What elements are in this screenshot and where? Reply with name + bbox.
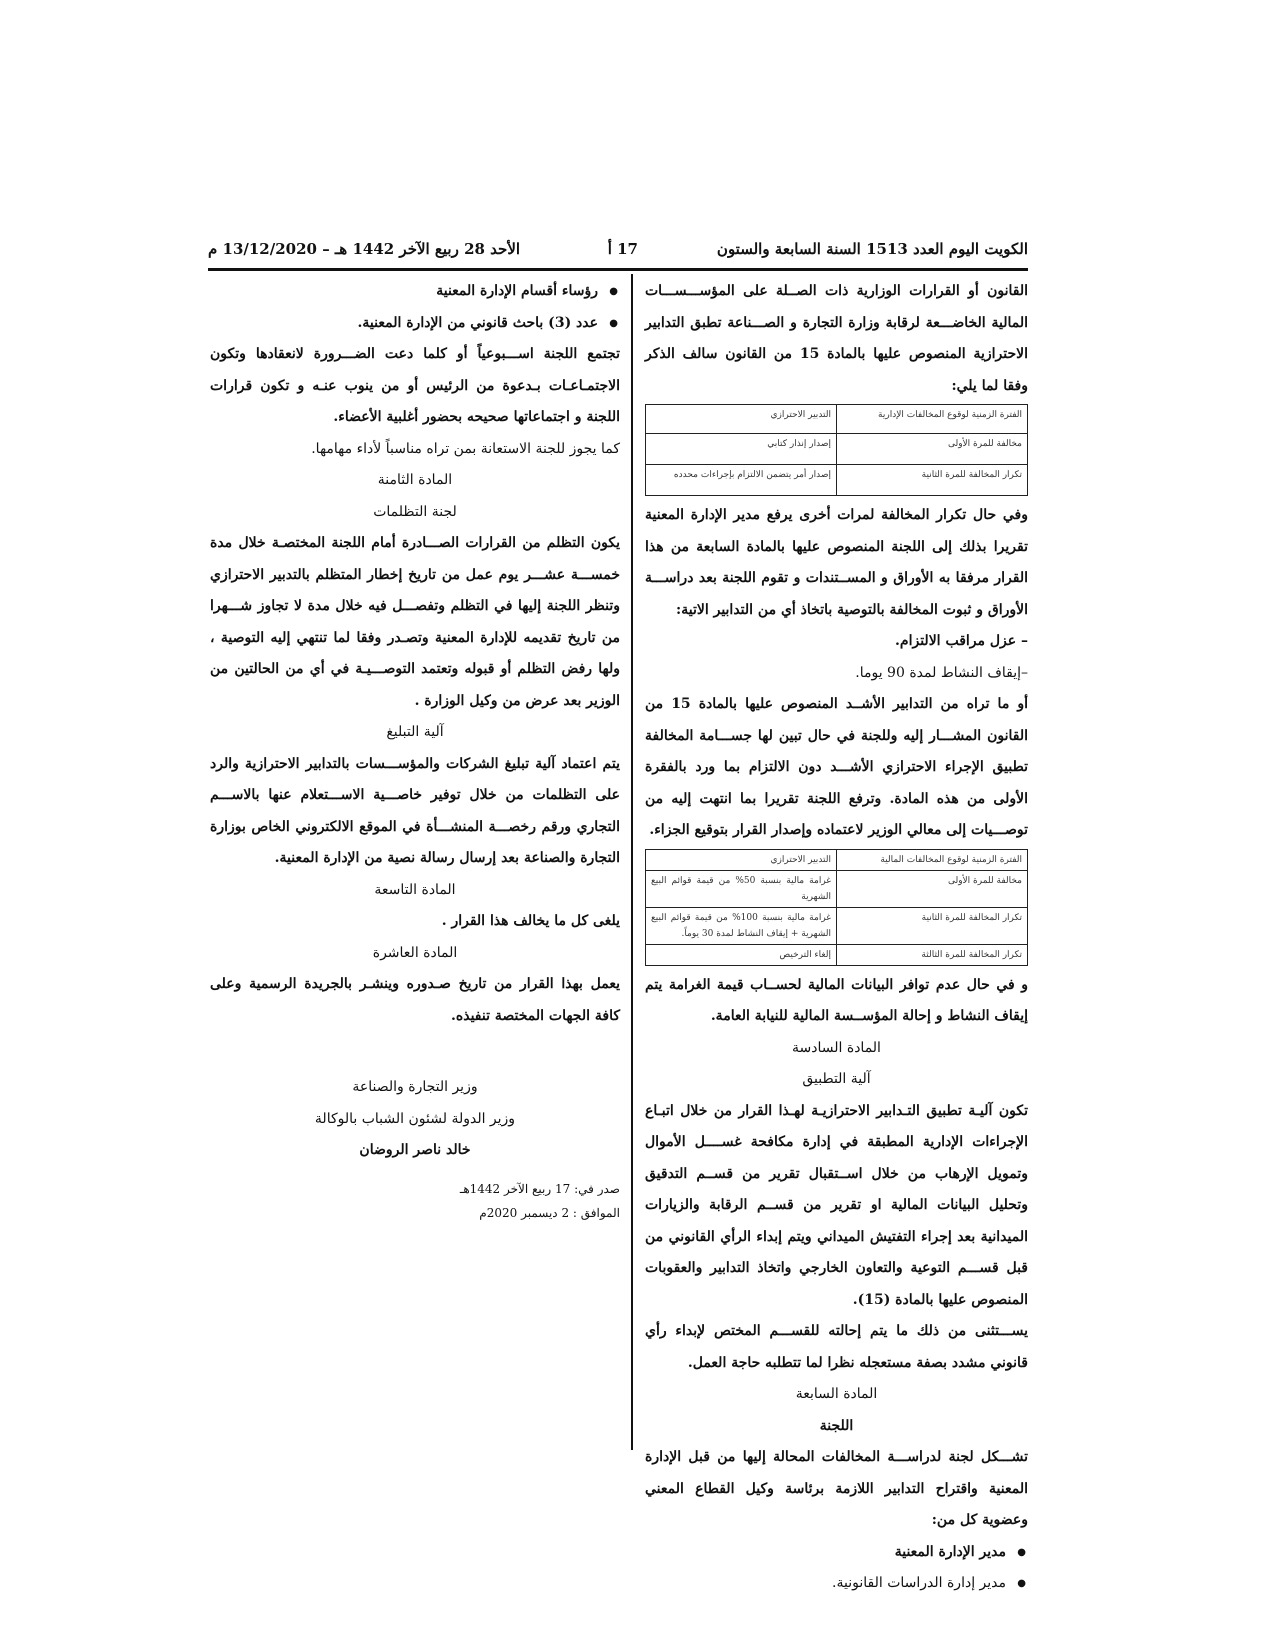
table-header-cell: الفترة الزمنية لوقوع المخالفات المالية	[837, 849, 1028, 870]
article-subheading: اللجنة	[819, 1417, 854, 1434]
table-cell: مخالفة للمرة الأولى	[837, 434, 1028, 465]
signatory-name: خالد ناصر الروضان	[359, 1142, 471, 1158]
article-subheading: لجنة التظلمات	[373, 503, 457, 520]
paragraph: كما يجوز للجنة الاستعانة بمن تراه مناسباً لأداء مهامها.	[311, 440, 620, 457]
paragraph: تجتمع اللجنة اســـبوعياً أو كلما دعت الضـــرورة لانعقادها وتكون الاجتمـاعـات بـدعوة من الرئيس أو من ينوب عنـه و تكون قرارات اللجنة و اجتماعاتها صحيحه بحضور أغلبية الأعضاء.	[210, 346, 620, 425]
right-column	[645, 276, 1028, 1600]
financial-violations-table	[645, 849, 1028, 966]
table-cell: إلغاء الترخيص	[646, 944, 837, 965]
paragraph: أو ما تراه من التدابير الأشــد المنصوص عليها بالمادة 15 من القانون المشـــار إليه وللجنة في حال تبين لها جســـامة المخالفة تطبيق الإجراء الاحترازي الأشـــد دون الالتزام بما ورد بالفقرة الأولى من هذه المادة. وترفع اللجنة تقريرا بما انتهت إليه من توصـــيات إلى معالي الوزير لاعتماده وإصدار القرار بتوقيع الجزاء.	[645, 696, 1028, 838]
table-row	[646, 465, 1028, 496]
page-header	[208, 240, 1028, 268]
table-row	[646, 434, 1028, 465]
paragraph: القانون أو القرارات الوزارية ذات الصــلة على المؤســـســـات المالية الخاضـــعة لرقابة وزارة التجارة و الصـــناعة تطبق التدابير الاحترازية المنصوص عليها بالمادة 15 من القانون سالف الذكر وفقا لما يلي:	[645, 283, 1029, 394]
issue-date: الأحد 28 ربيع الآخر 1442 هـ – 13/12/2020 م	[208, 240, 521, 258]
article-subheading: آلية التطبيق	[802, 1071, 871, 1087]
article-heading: المادة الثامنة	[377, 472, 453, 488]
list-item: –إيقاف النشاط لمدة 90 يوما.	[855, 664, 1028, 681]
table-cell: غرامة مالية بنسبة 100% من قيمة قوائم البيع الشهرية + إيقاف النشاط لمدة 30 يوماً.	[646, 907, 837, 944]
signature-title: وزير الدولة لشئون الشباب بالوكالة	[314, 1110, 516, 1127]
table-cell: مخالفة للمرة الأولى	[837, 870, 1028, 907]
article-subheading: آلية التبليغ	[386, 724, 444, 740]
table-row	[646, 907, 1028, 944]
issue-date-gregorian: الموافق : 2 ديسمبر 2020م	[479, 1205, 620, 1220]
paragraph: وفي حال تكرار المخالفة لمرات أخرى يرفع مدير الإدارة المعنية تقريرا بذلك إلى اللجنة المنصوص عليها بالمادة السابعة من هذا القرار مرفقا به الأوراق و المســتندات و تقوم اللجنة بعد دراســـة الأوراق و ثبوت المخالفة بالتوصية باتخاذ أي من التدابير الاتية:	[645, 507, 1028, 618]
bullet-item: ● مدير إدارة الدراسات القانونية.	[645, 1568, 1028, 1600]
paragraph: يســـتثنى من ذلك ما يتم إحالته للقســـم المختص لإبداء رأي قانوني مشدد بصفة مستعجله نظرا لما تتطلبه حاجة العمل.	[645, 1323, 1028, 1371]
table-cell: إصدار أمر يتضمن الالتزام بإجراءات محدده	[646, 465, 837, 496]
administrative-violations-table	[645, 404, 1028, 496]
paragraph: يعمل بهذا القرار من تاريخ صـدوره وينشـر بالجريدة الرسمية وعلى كافة الجهات المختصة تنفيذه.	[210, 976, 620, 1024]
issue-date-hijri: صدر في: 17 ربيع الآخر 1442هـ	[459, 1181, 620, 1196]
table-header-row	[646, 405, 1028, 434]
paragraph: يتم اعتماد آلية تبليغ الشركات والمؤســـسات بالتدابير الاحترازية والرد على التظلمات من خلال توفير خاصـــية الاســـتعلام عنها بالاســـم التجاري ورقم رخصـــة المنشـــأة في الموقع الالكتروني الخاص بوزارة التجارة والصناعة بعد إرسال رسالة نصية من الإدارة المعنية.	[210, 755, 620, 866]
table-header-cell: التدبير الاحترازي	[646, 849, 837, 870]
article-heading: المادة السابعة	[795, 1386, 878, 1402]
signature-title: وزير التجارة والصناعة	[352, 1079, 478, 1095]
article-heading: المادة العاشرة	[372, 944, 458, 961]
paragraph: و في حال عدم توافر البيانات المالية لحســاب قيمة الغرامة يتم إيقاف النشاط و إحالة المؤســسة المالية للنيابة العامة.	[645, 976, 1028, 1024]
issue-info: الكويت اليوم العدد 1513 السنة السابعة والستون	[716, 240, 1028, 258]
table-header-row	[646, 849, 1028, 870]
table-row	[646, 870, 1028, 907]
paragraph: تكون آليـة تطبيق التـدابير الاحترازيـة لهـذا القرار من خلال اتبـاع الإجراءات الإدارية المطبقة في إدارة مكافحة غســــل الأموال وتمويل الإرهاب من خلال اســتقبال تقرير من قســم التدقيق وتحليل البيانات المالية او تقرير من قســم الرقابة والزيارات الميدانية بعد إجراء التفتيش الميداني ويتم إبداء الرأي القانوني من قبل قســـم التوعية والتعاون الخارجي واتخاذ التدابير والعقوبات المنصوص عليها بالمادة (15).	[645, 1102, 1028, 1308]
table-row	[646, 944, 1028, 965]
paragraph: تشـــكل لجنة لدراســـة المخالفات المحالة إليها من قبل الإدارة المعنية واقتراح التدابير اللازمة برئاسة وكيل القطاع المعني وعضوية كل من:	[645, 1449, 1028, 1528]
page-number: 17 أ	[607, 240, 638, 258]
list-item: – عزل مراقب الالتزام.	[895, 633, 1028, 649]
bullet-item: ● رؤساء أقسام الإدارة المعنية	[210, 276, 620, 308]
bullet-item: ● مدير الإدارة المعنية	[645, 1537, 1028, 1569]
column-divider	[631, 274, 633, 1450]
article-heading: المادة التاسعة	[374, 881, 456, 898]
table-cell: إصدار إنذار كتابي	[646, 434, 837, 465]
paragraph: يلغى كل ما يخالف هذا القرار .	[441, 913, 620, 929]
table-cell: غرامة مالية بنسبة 50% من قيمة قوائم البيع الشهرية	[646, 870, 837, 907]
table-cell: تكرار المخالفة للمرة الثانية	[837, 907, 1028, 944]
header-rule	[208, 268, 1028, 271]
article-heading: المادة السادسة	[792, 1039, 881, 1056]
left-column	[210, 276, 620, 1225]
table-header-cell: الفترة الزمنية لوقوع المخالفات الإدارية	[837, 405, 1028, 434]
table-header-cell: التدبير الاحترازي	[646, 405, 837, 434]
bullet-item: ● عدد (3) باحث قانوني من الإدارة المعنية.	[210, 308, 620, 340]
table-cell: تكرار المخالفة للمرة الثانية	[837, 465, 1028, 496]
paragraph: يكون التظلم من القرارات الصـــادرة أمام اللجنة المختصـة خلال مدة خمســـة عشـــر يوم عمل من تاريخ إخطار المتظلم بالتدبير الاحترازي وتنظر اللجنة إليها في التظلم وتفصـــل فيه خلال مدة لا تجاوز شـــهرا من تاريخ تقديمه للإدارة المعنية وتصـدر وفقا لما تنتهي إليه التوصية ، ولها رفض التظلم أو قبوله وتعتمد التوصـــيـة في أي من الحالتين من الوزير بعد عرض من وكيل الوزارة .	[210, 535, 620, 709]
table-cell: تكرار المخالفة للمرة الثالثة	[837, 944, 1028, 965]
